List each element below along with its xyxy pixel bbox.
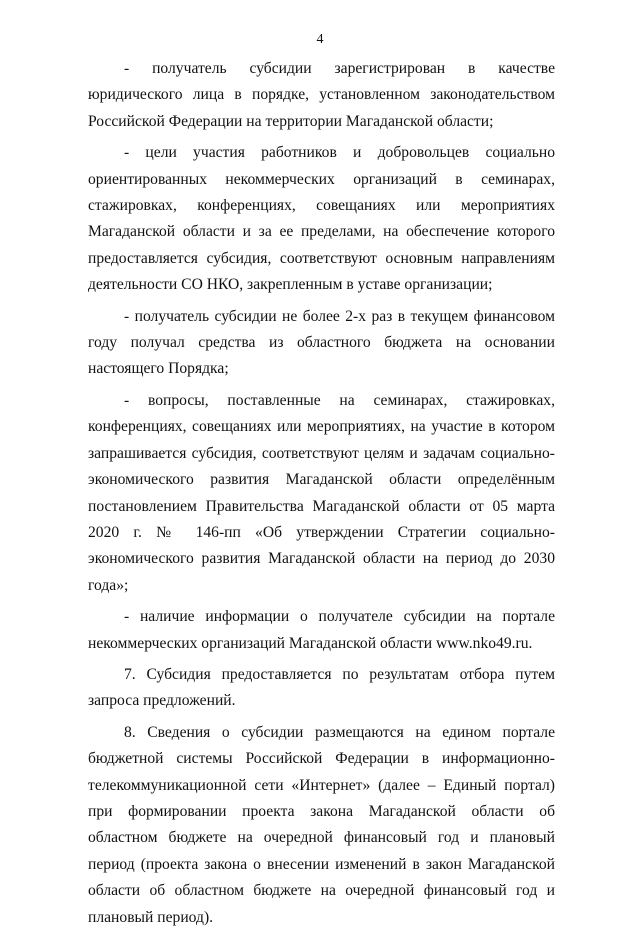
paragraph-bullet-funds: - получатель субсидии не более 2-х раз в текущем финансовом году получал средства из областного бюджета на основании настоящего Порядка;: [88, 307, 555, 378]
document-body: [88, 56, 555, 931]
page-number: 4: [316, 32, 324, 47]
paragraph-item-8: 8. Сведения о субсидии размещаются на едином портале бюджетной системы Российской Федерации в информационно-телекоммуникационной сети «Интернет» (далее – Единый портал) при формировании проекта закона Магаданской области об областном бюджете на очередной финансовый год и плановый период (проекта закона о внесении изменений в закон Магаданской области об областном бюджете на очередной финансовый год и плановый период).: [88, 723, 555, 926]
paragraph-bullet-registered: - получатель субсидии зарегистрирован в качестве юридического лица в порядке, установленном законодательством Российской Федерации на территории Магаданской области;: [88, 60, 555, 130]
paragraph-bullet-goals: - цели участия работников и добровольцев социально ориентированных некоммерческих организаций в семинарах, стажировках, конференциях, совещаниях или мероприятиях Магаданской области и за ее пределами, на обеспечение которого предоставляется субсидия, соответствуют основным направлениям деятельности СО НКО, закрепленным в уставе организации;: [88, 144, 555, 294]
paragraph-item-7: 7. Субсидия предоставляется по результатам отбора путем запроса предложений.: [88, 665, 555, 710]
paragraph-bullet-questions: - вопросы, поставленные на семинарах, стажировках, конференциях, совещаниях или мероприятиях, на участие в котором запрашивается субсидия, соответствуют целям и задачам социально-экономического развития Магаданской области определённым постановлением Правительства Магаданской области от 05 марта 2020 г. № 146-пп «Об утверждении Стратегии социально-экономического развития Магаданской области на период до 2030 года»;: [88, 391, 555, 594]
paragraph-bullet-portal-info: - наличие информации о получателе субсидии на портале некоммерческих организаций Магаданской области www.nko49.ru.: [88, 608, 555, 652]
